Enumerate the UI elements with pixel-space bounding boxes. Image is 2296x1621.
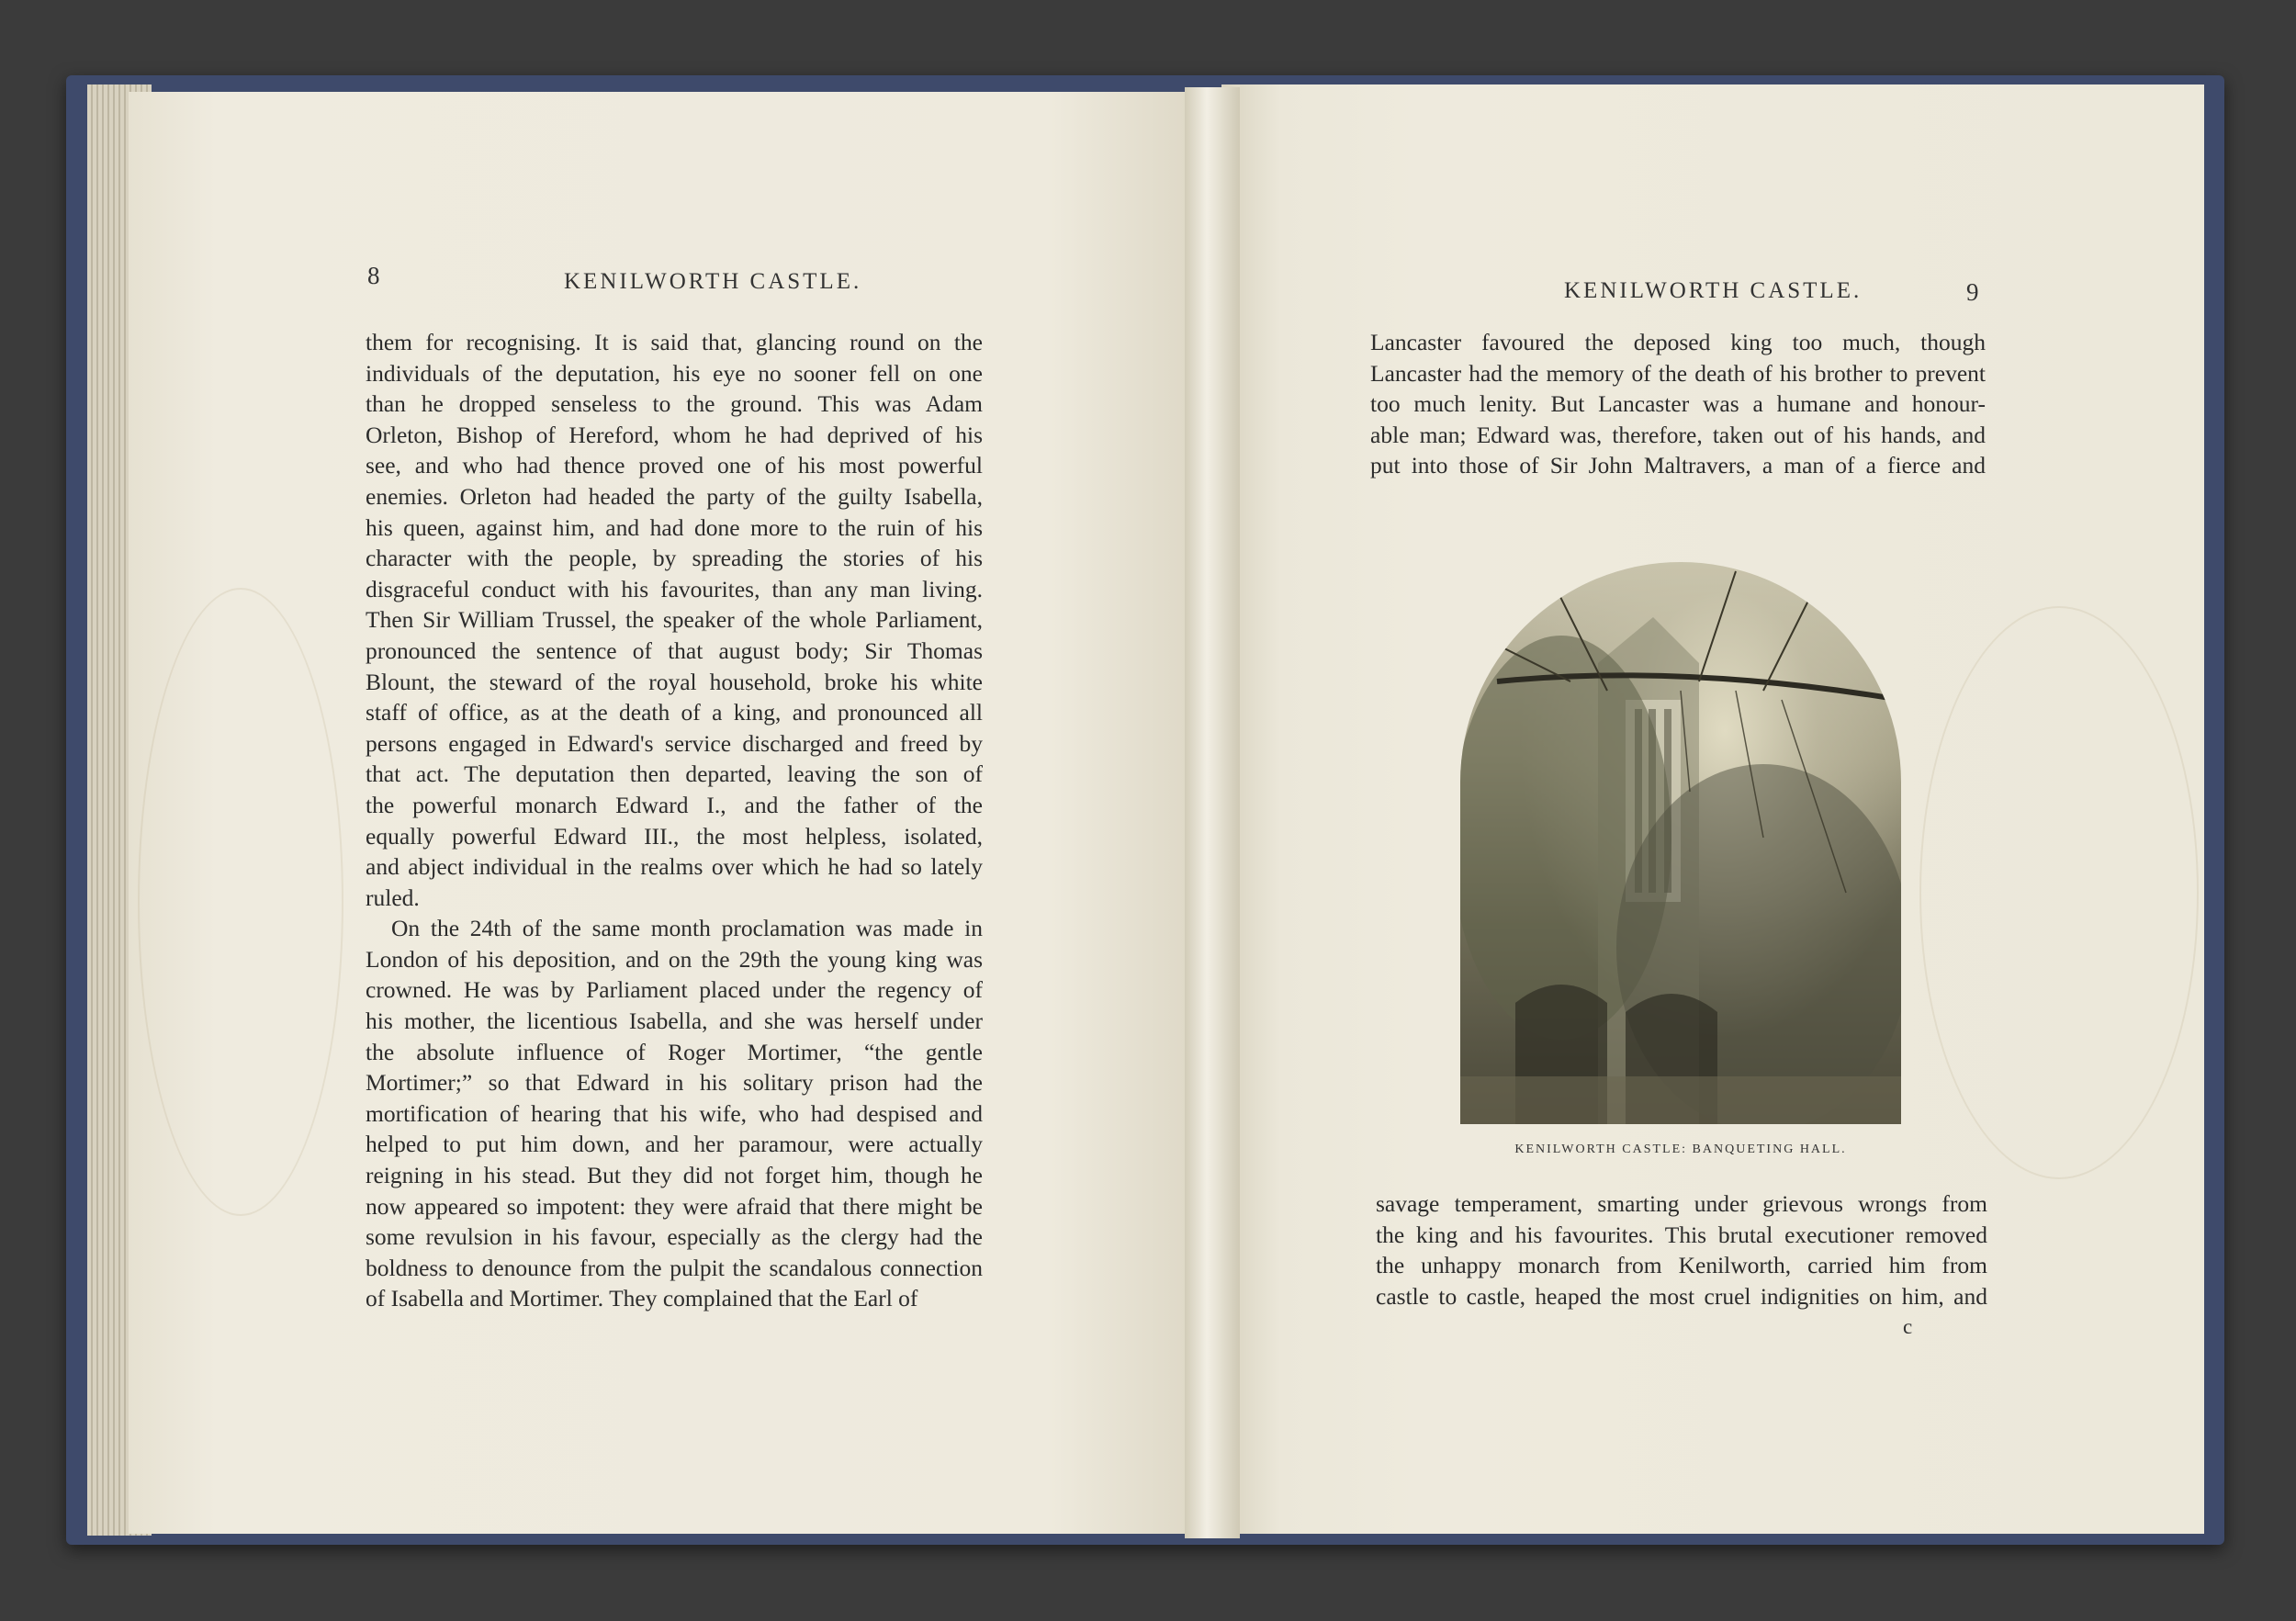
book-gutter — [1185, 87, 1240, 1538]
text-line: disgraceful conduct with his favourites, than any man living. — [366, 575, 983, 602]
right-page-top-text — [1370, 327, 1986, 481]
text-line: the absolute influence of Roger Mortimer, “the gentle — [366, 1038, 983, 1065]
water-stain-right — [1919, 606, 2199, 1179]
left-page-text — [366, 327, 983, 1314]
text-line: Then Sir William Trussel, the speaker of the whole Parliament, — [366, 606, 983, 634]
text-line: Lancaster had the memory of the death of his brother to prevent — [1370, 359, 1986, 387]
text-line: now appeared so impotent: they were afraid that there might be — [366, 1192, 983, 1220]
text-line: castle to castle, heaped the most cruel indignities on him, and — [1376, 1282, 1987, 1310]
text-line: savage temperament, smarting under grievous wrongs from — [1376, 1190, 1987, 1217]
text-line: put into those of Sir John Maltravers, a man of a fierce and — [1370, 452, 1986, 479]
text-line: of Isabella and Mortimer. They complained that the Earl of — [366, 1285, 918, 1312]
banqueting-hall-photograph — [1460, 562, 1901, 1124]
photo-caption: KENILWORTH CASTLE: BANQUETING HALL. — [1514, 1143, 1847, 1156]
water-stain-left — [138, 588, 343, 1216]
text-line: character with the people, by spreading the stories of his — [366, 545, 983, 572]
signature-mark: c — [1903, 1315, 1913, 1338]
text-line: and abject individual in the realms over which he had so lately — [366, 853, 983, 881]
right-page-bottom-text — [1376, 1188, 1987, 1311]
text-line: reigning in his stead. But they did not forget him, though he — [366, 1162, 983, 1189]
text-line: them for recognising. It is said that, glancing round on the — [366, 329, 983, 355]
text-line: able man; Edward was, therefore, taken out of his hands, and — [1370, 421, 1986, 448]
running-head-right: KENILWORTH CASTLE. — [1564, 278, 1863, 303]
text-line: individuals of the deputation, his eye no sooner fell on one — [366, 359, 983, 387]
text-line: the unhappy monarch from Kenilworth, carried him from — [1376, 1252, 1987, 1279]
page-number-right: 9 — [1966, 278, 1979, 306]
text-line: enemies. Orleton had headed the party of the guilty Isabella, — [366, 482, 983, 510]
text-line: his queen, against him, and had done more to the ruin of his — [366, 513, 983, 541]
text-line: see, and who had thence proved one of his most powerful — [366, 452, 983, 479]
text-line: Orleton, Bishop of Hereford, whom he had deprived of his — [366, 421, 983, 448]
running-head-left: KENILWORTH CASTLE. — [564, 269, 862, 294]
text-line: Mortimer;” so that Edward in his solitary prison had the — [366, 1069, 983, 1097]
text-line: some revulsion in his favour, especially as the clergy had the — [366, 1223, 983, 1251]
text-line: his mother, the licentious Isabella, and she was herself under — [366, 1007, 983, 1035]
text-line: the king and his favourites. This brutal executioner removed — [1376, 1221, 1987, 1248]
text-line: that act. The deputation then departed, leaving the son of — [366, 760, 983, 788]
text-line: Blount, the steward of the royal household, broke his white — [366, 668, 983, 695]
text-line: ruled. — [366, 884, 420, 911]
text-line: boldness to denounce from the pulpit the scandalous connection — [366, 1254, 983, 1281]
text-line: Lancaster favoured the deposed king too much, though — [1370, 329, 1986, 355]
text-line: too much lenity. But Lancaster was a humane and honour- — [1370, 390, 1986, 418]
text-line: On the 24th of the same month proclamation was made in — [391, 915, 983, 942]
text-line: helped to put him down, and her paramour, were actually — [366, 1131, 983, 1158]
text-line: the powerful monarch Edward I., and the father of the — [366, 791, 983, 818]
text-line: crowned. He was by Parliament placed under the regency of — [366, 976, 983, 1004]
page-number-left: 8 — [367, 262, 380, 289]
photograph-illustration — [1460, 562, 1901, 1124]
text-line: staff of office, as at the death of a king, and pronounced all — [366, 699, 983, 726]
text-line: than he dropped senseless to the ground. This was Adam — [366, 390, 983, 418]
text-line: pronounced the sentence of that august body; Sir Thomas — [366, 636, 983, 664]
text-line: London of his deposition, and on the 29th the young king was — [366, 945, 983, 973]
text-line: mortification of hearing that his wife, who had despised and — [366, 1099, 983, 1127]
text-line: equally powerful Edward III., the most helpless, isolated, — [366, 822, 983, 850]
text-line: persons engaged in Edward's service discharged and freed by — [366, 729, 983, 757]
